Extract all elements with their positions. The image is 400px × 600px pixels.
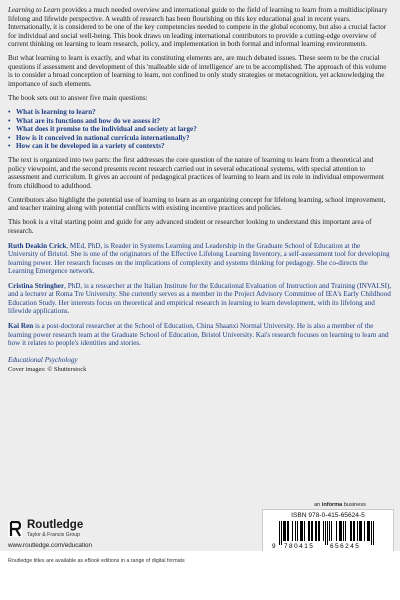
barcode-bar (309, 521, 310, 541)
barcode-bar (318, 521, 319, 541)
author-name: Ruth Deakin Crick (8, 241, 67, 250)
barcode-bar (354, 521, 355, 541)
barcode-bar (281, 521, 282, 545)
author-name: Kai Ren (8, 321, 34, 330)
informa-business-label: an informa business (314, 502, 366, 508)
publisher-website: www.routledge.com/education (8, 542, 93, 549)
question-item: • What is learning to learn? (8, 107, 96, 116)
author-bio (8, 242, 392, 276)
barcode-bar (297, 521, 298, 541)
barcode-bar (283, 521, 284, 541)
intro-paragraph-3: The book sets out to answer five main questions: (8, 93, 148, 102)
barcode-bar (287, 521, 288, 541)
barcode-bar (304, 521, 305, 541)
bullet-icon: • (8, 107, 11, 116)
barcode-digit-first: 9 (272, 543, 276, 549)
barcode-bar (311, 521, 312, 541)
barcode-bar (353, 521, 354, 541)
barcode-bar (329, 521, 330, 541)
barcode-bar (301, 521, 302, 541)
barcode-bar (340, 521, 341, 541)
author-bio-text: is a post-doctoral researcher at the School of Education, China Shaanxi Normal University. He is also a member of the learning power research team at the Graduate School of Education, Bristol University. Kai's research focuses on learning to learn and how it relates to people's identities and stories. (8, 321, 389, 348)
barcode-bar (295, 521, 296, 541)
barcode-bar (368, 521, 369, 541)
author-bio (8, 282, 392, 316)
bullet-icon: • (8, 142, 11, 151)
barcode-box (262, 509, 394, 552)
barcode-bar (279, 521, 280, 545)
barcode-bar (312, 521, 313, 541)
barcode-bar (327, 521, 328, 545)
barcode-digits-right: 656245 (330, 543, 361, 549)
question-item: • How is it conceived in national curricula internationally? (8, 133, 190, 142)
bullet-icon: • (8, 133, 11, 142)
barcode-digits-left: 780415 (284, 543, 315, 549)
author-bios (8, 242, 392, 348)
questions-list (8, 108, 392, 151)
intro-paragraph-1-text: provides a much needed overview and international guide to the field of learning to learn from a multidisciplinary lifelong and lifewide perspective. A wealth of research has been flourishing on this key educational goal in recent years. Internationally, it is considered to be one of the key competencies needed to compete in the global economy, but also a crucial factor for individual and social well-being. This book draws on leading international contributors to provide a cutting-edge overview of current thinking on learning to learn research, policy, and implementation in both formal and informal learning environments. (8, 6, 388, 49)
barcode-bar (373, 521, 374, 545)
author-bio-text: , PhD, is a researcher at the Italian Institute for the Educational Evaluation of Instruction and Training (INVALSI), and a lecturer at Roma Tre University. She currently serves as a member in the Project Advisory Committee of IEA's Early Childhood Education Study. Her interests focus on theoretical and empirical research in learning to learn development, with its lifelong and lifewide applications. (8, 281, 392, 316)
book-title-italic: Learning to Learn (8, 6, 61, 14)
barcode-bar (364, 521, 365, 541)
barcode-bar (284, 521, 285, 541)
body-paragraph-5: Contributors also highlight the potential use of learning to learn as an organizing concept for lifelong learning, school improvement, and teacher training along with potential conflicts with existing incentive practices and policies. (8, 195, 386, 213)
barcode-bar (323, 521, 324, 541)
barcode-bar (359, 521, 360, 541)
ebook-availability-note: Routledge titles are available as eBook editions in a range of digital formats (8, 558, 185, 564)
question-item: • How can it be developed in a variety of contexts? (8, 142, 165, 151)
barcode-bar (360, 521, 361, 541)
question-item: • What does it promise to the individual and society at large? (8, 125, 197, 134)
routledge-logo-icon (8, 521, 22, 537)
barcode-bar (361, 521, 362, 541)
barcode-bar (316, 521, 317, 541)
intro-paragraph-2: But what learning to learn is exactly, and what its constituting elements are, are much debated issues. These seem to be the crucial questions if assessment and development of this 'malleable side of intelligence' are to be accomplished. The approach of this volume is to consider a broad conception of learning to learn, not confined to only study strategies or metacognition, yet acknowledging the importance of such elements. (8, 54, 387, 88)
publisher-tagline: Taylor & Francis Group (27, 532, 81, 538)
barcode-bar (343, 521, 344, 541)
barcode-bar (300, 521, 301, 541)
footer (0, 551, 400, 600)
body-paragraph-6: This book is a vital starting point and guide for any advanced student or researcher looking to understand this important area of research. (8, 218, 372, 236)
barcode-bar (367, 521, 368, 541)
back-cover-text (8, 6, 392, 375)
author-bio (8, 322, 392, 348)
barcode-bar (331, 521, 332, 541)
barcode-bar (339, 521, 340, 541)
barcode-bar (319, 521, 320, 541)
cover-images-credit: Cover images: © Shutterstock (8, 366, 87, 374)
isbn-label: ISBN 978-0-415-65624-5 (291, 512, 365, 519)
intro-paragraph-1 (8, 6, 392, 49)
barcode-bar (350, 521, 351, 541)
barcode-bar (371, 521, 372, 545)
barcode-bar (336, 521, 337, 541)
question-item: • What are its functions and how do we assess it? (8, 116, 161, 125)
subject-category: Educational Psychology (8, 355, 78, 364)
barcode-bar (357, 521, 358, 541)
barcode-bar (288, 521, 289, 541)
publisher-name: Routledge (27, 519, 84, 531)
barcode-image (271, 521, 385, 549)
barcode-bar (302, 521, 303, 541)
bullet-icon: • (8, 125, 11, 134)
body-paragraph-4: The text is organized into two parts: the first addresses the core question of the nature of learning to learn from a theoretical and policy viewpoint, and the second presents recent research carried out in several educational systems, with special attention to assessment and curriculum. It gives an account of pedagogical practices of learning to learn and its role in individual empowerment from childhood to adulthood. (8, 156, 384, 190)
barcode-bar (369, 521, 370, 541)
informa-brand: informa (321, 502, 343, 508)
bullet-icon: • (8, 116, 11, 125)
barcode-bar (315, 521, 316, 541)
author-bio-text: , MEd, PhD, is Reader in Systems Learning and Leadership in the Graduate School of Education at the University of Bristol. She is one of the originators of the Effective Lifelong Learning Inventory, a self-assessment tool for developing learning power. Her research focuses on the implications of complexity and systems thinking for pedagogy. She co-directs the Learning Emergence network. (8, 241, 390, 276)
barcode-bar (308, 521, 309, 541)
barcode-bar (341, 521, 342, 541)
author-name: Cristina Stringher (8, 281, 65, 290)
barcode-bar (345, 521, 346, 541)
barcode-bar (351, 521, 352, 541)
barcode-bar (292, 521, 293, 541)
barcode-bar (325, 521, 326, 545)
barcode-bar (285, 521, 286, 541)
